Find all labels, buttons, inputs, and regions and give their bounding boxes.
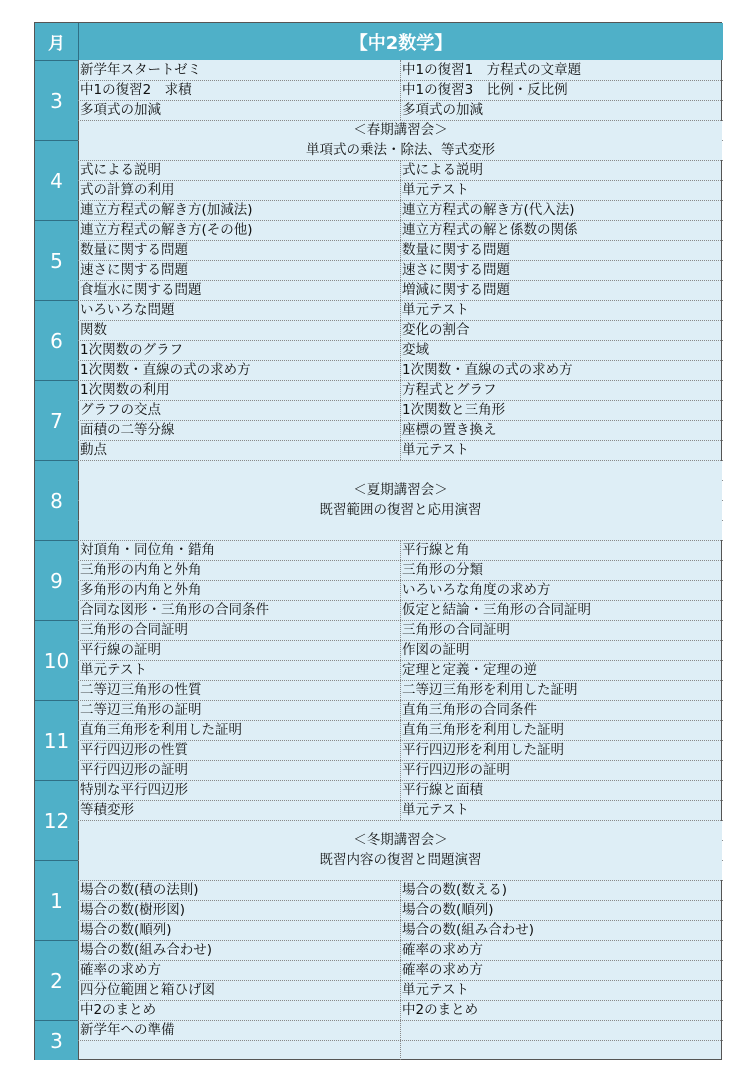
month-cell: 10 [35, 620, 78, 700]
lesson-first-half: 二等辺三角形の証明 [80, 702, 202, 718]
lesson-second-half: 確率の求め方 [402, 942, 483, 958]
summer-session-title: ＜夏期講習会＞ [353, 482, 448, 498]
lesson-first-half: 合同な図形・三角形の合同条件 [80, 602, 269, 618]
schedule-table [34, 22, 722, 1060]
row-divider [78, 360, 723, 361]
row-divider [78, 660, 723, 661]
block-divider [78, 220, 723, 221]
lesson-first-half: 場合の数(組み合わせ) [80, 942, 213, 958]
lesson-first-half: 三角形の内角と外角 [80, 562, 202, 578]
lesson-first-half: 連立方程式の解き方(加減法) [80, 202, 253, 218]
spring-session-desc: 単項式の乗法・除法、等式変形 [306, 142, 495, 158]
lesson-first-half: 場合の数(樹形図) [80, 902, 186, 918]
month-cell: 3 [35, 60, 78, 140]
row-divider [78, 280, 723, 281]
lesson-second-half: 増減に関する問題 [402, 282, 510, 298]
lesson-second-half: 場合の数(数える) [402, 882, 508, 898]
lesson-second-half: 単元テスト [402, 442, 469, 458]
spring-session-title: ＜春期講習会＞ [353, 122, 448, 138]
lesson-second-half: いろいろな角度の求め方 [402, 582, 551, 598]
lesson-first-half: 対頂角・同位角・錯角 [80, 542, 215, 558]
lesson-second-half: 連立方程式の解き方(代入法) [402, 202, 575, 218]
block-divider [78, 700, 723, 701]
row-divider [78, 680, 723, 681]
lesson-second-half: 平行四辺形の証明 [402, 762, 510, 778]
lesson-first-half: 食塩水に関する問題 [80, 282, 202, 298]
month-cell: 1 [35, 860, 78, 940]
month-cell: 9 [35, 540, 78, 620]
lesson-second-half: 二等辺三角形を利用した証明 [402, 682, 578, 698]
row-divider [78, 560, 723, 561]
lesson-first-half: 1次関数のグラフ [80, 342, 184, 358]
lesson-first-half: 特別な平行四辺形 [80, 782, 188, 798]
lesson-first-half: 二等辺三角形の性質 [80, 682, 202, 698]
winter-session-title: ＜冬期講習会＞ [353, 832, 448, 848]
lesson-second-half: 単元テスト [402, 802, 469, 818]
lesson-second-half: 中2のまとめ [402, 1002, 479, 1018]
lesson-first-half: 確率の求め方 [80, 962, 161, 978]
lesson-second-half: 変域 [402, 342, 429, 358]
month-cell: 5 [35, 220, 78, 300]
lesson-second-half: 連立方程式の解と係数の関係 [402, 222, 578, 238]
row-divider [78, 1000, 723, 1001]
month-cell: 2 [35, 940, 78, 1020]
lesson-second-half: 多項式の加減 [402, 102, 483, 118]
lesson-second-half: 数量に関する問題 [402, 242, 510, 258]
lesson-second-half: 場合の数(組み合わせ) [402, 922, 535, 938]
lesson-second-half: 平行四辺形を利用した証明 [402, 742, 564, 758]
block-divider [78, 540, 723, 541]
block-divider [78, 300, 723, 301]
row-divider [78, 760, 723, 761]
row-divider [78, 920, 723, 921]
lesson-second-half [400, 1020, 723, 1040]
lesson-second-half: 単元テスト [402, 182, 469, 198]
month-header-label: 月 [48, 34, 65, 54]
row-divider [78, 180, 723, 181]
lesson-second-half: 式による説明 [402, 162, 483, 178]
lesson-first-half: 速さに関する問題 [80, 262, 188, 278]
lesson-second-half: 変化の割合 [402, 322, 470, 338]
block-divider [78, 620, 723, 621]
lesson-second-half: 中1の復習1 方程式の文章題 [402, 62, 582, 78]
page-title: 【中2数学】 [349, 32, 453, 54]
row-divider [78, 580, 723, 581]
lesson-first-half: グラフの交点 [80, 402, 161, 418]
lesson-second-half: 1次関数と三角形 [402, 402, 506, 418]
lesson-second-half: 速さに関する問題 [402, 262, 510, 278]
lesson-second-half: 確率の求め方 [402, 962, 483, 978]
row-divider [78, 800, 723, 801]
lesson-second-half: 仮定と結論・三角形の合同証明 [402, 602, 591, 618]
month-cell: 6 [35, 300, 78, 380]
winter-session-desc: 既習内容の復習と問題演習 [319, 852, 482, 868]
lesson-first-half: 等積変形 [80, 802, 134, 818]
lesson-first-half: 四分位範囲と箱ひげ図 [80, 982, 215, 998]
lesson-first-half: 直角三角形を利用した証明 [80, 722, 242, 738]
lesson-second-half: 場合の数(順列) [402, 902, 494, 918]
row-divider [78, 80, 723, 81]
row-divider [78, 600, 723, 601]
row-divider [78, 100, 723, 101]
lesson-second-half: 単元テスト [402, 982, 469, 998]
lesson-second-half: 作図の証明 [402, 642, 470, 658]
lesson-second-half: 三角形の合同証明 [402, 622, 510, 638]
lesson-second-half: 定理と定義・定理の逆 [402, 662, 537, 678]
lesson-first-half: 数量に関する問題 [80, 242, 188, 258]
lesson-first-half: 新学年への準備 [80, 1022, 175, 1038]
lesson-second-half: 単元テスト [402, 302, 469, 318]
lesson-first-half [78, 1040, 400, 1060]
title-header [78, 23, 723, 60]
block-divider [78, 780, 723, 781]
lesson-first-half: 関数 [80, 322, 107, 338]
lesson-first-half: 平行四辺形の証明 [80, 762, 188, 778]
row-divider [78, 200, 723, 201]
lesson-second-half: 方程式とグラフ [402, 382, 497, 398]
row-divider [78, 340, 723, 341]
lesson-second-half: 直角三角形を利用した証明 [402, 722, 564, 738]
lesson-second-half: 三角形の分類 [402, 562, 483, 578]
lesson-second-half: 1次関数・直線の式の求め方 [402, 362, 573, 378]
row-divider [78, 320, 723, 321]
lesson-second-half: 中1の復習3 比例・反比例 [402, 82, 568, 98]
lesson-first-half: 1次関数の利用 [80, 382, 170, 398]
lesson-first-half: いろいろな問題 [80, 302, 175, 318]
lesson-first-half: 連立方程式の解き方(その他) [80, 222, 253, 238]
lesson-first-half: 中2のまとめ [80, 1002, 157, 1018]
lesson-first-half: 1次関数・直線の式の求め方 [80, 362, 251, 378]
row-divider [78, 160, 723, 161]
lesson-second-half: 座標の置き換え [402, 422, 497, 438]
row-divider [78, 260, 723, 261]
lesson-second-half: 直角三角形の合同条件 [402, 702, 537, 718]
lesson-first-half: 平行線の証明 [80, 642, 161, 658]
lesson-first-half: 動点 [80, 442, 107, 458]
row-divider [78, 980, 723, 981]
lesson-first-half: 式による説明 [80, 162, 161, 178]
lesson-second-half: 平行線と面積 [402, 782, 483, 798]
lesson-first-half: 面積の二等分線 [80, 422, 175, 438]
lesson-second-half: 平行線と角 [402, 542, 470, 558]
lesson-first-half: 多角形の内角と外角 [80, 582, 202, 598]
row-divider [78, 900, 723, 901]
lesson-first-half: 多項式の加減 [80, 102, 161, 118]
lesson-first-half: 場合の数(順列) [80, 922, 172, 938]
month-header [35, 23, 78, 60]
month-cell: 8 [35, 460, 78, 540]
lesson-first-half: 式の計算の利用 [80, 182, 175, 198]
row-divider [78, 960, 723, 961]
block-divider [78, 940, 723, 941]
block-divider [78, 1020, 723, 1021]
month-cell: 11 [35, 700, 78, 780]
row-divider [78, 1040, 723, 1041]
row-divider [78, 720, 723, 721]
month-cell: 7 [35, 380, 78, 460]
lesson-first-half: 平行四辺形の性質 [80, 742, 188, 758]
lesson-second-half [400, 1040, 723, 1060]
row-divider [78, 240, 723, 241]
block-divider [78, 380, 723, 381]
row-divider [78, 740, 723, 741]
row-divider [78, 400, 723, 401]
row-divider [78, 420, 723, 421]
row-divider [78, 440, 723, 441]
lesson-first-half: 場合の数(積の法則) [80, 882, 199, 898]
month-cell: 4 [35, 140, 78, 220]
lesson-first-half: 三角形の合同証明 [80, 622, 188, 638]
lesson-first-half: 単元テスト [80, 662, 147, 678]
lesson-first-half: 中1の復習2 求積 [80, 82, 192, 98]
month-cell: 3 [35, 1020, 78, 1060]
summer-session-desc: 既習範囲の復習と応用演習 [319, 502, 482, 518]
month-cell: 12 [35, 780, 78, 860]
row-divider [78, 640, 723, 641]
lesson-first-half: 新学年スタートゼミ [80, 62, 202, 78]
row-divider [78, 880, 723, 881]
